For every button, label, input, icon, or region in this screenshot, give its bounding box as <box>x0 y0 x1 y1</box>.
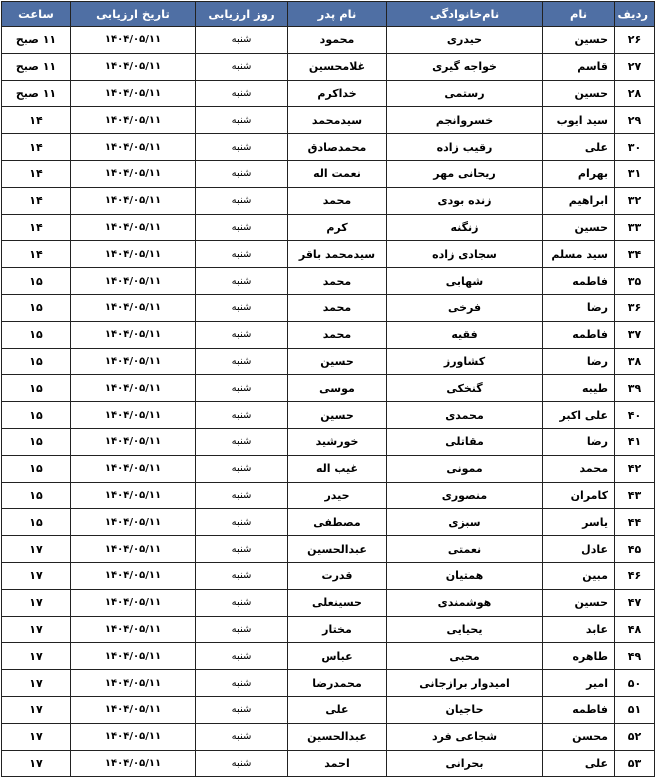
family-name-cell: رستمی <box>387 80 543 107</box>
father-name-cell: محمدصادق <box>288 134 387 161</box>
father-name-cell: سیدمحمد <box>288 107 387 134</box>
evaluation-day-cell: شنبه <box>196 750 288 777</box>
first-name-cell: قاسم <box>543 53 615 80</box>
evaluation-date-cell: ۱۴۰۴/۰۵/۱۱ <box>71 750 196 777</box>
time-cell: ۱۷ <box>2 589 71 616</box>
row-number-cell: ۲۷ <box>615 53 655 80</box>
row-number-cell: ۴۶ <box>615 562 655 589</box>
table-row <box>2 723 655 750</box>
row-number-cell: ۳۲ <box>615 187 655 214</box>
evaluation-date-cell: ۱۴۰۴/۰۵/۱۱ <box>71 348 196 375</box>
evaluation-day-cell: شنبه <box>196 27 288 54</box>
table-row <box>2 348 655 375</box>
evaluation-date-cell: ۱۴۰۴/۰۵/۱۱ <box>71 428 196 455</box>
evaluation-date-cell: ۱۴۰۴/۰۵/۱۱ <box>71 509 196 536</box>
evaluation-date-cell: ۱۴۰۴/۰۵/۱۱ <box>71 321 196 348</box>
row-number-cell: ۳۴ <box>615 241 655 268</box>
evaluation-day-cell: شنبه <box>196 536 288 563</box>
family-name-cell: همتیان <box>387 562 543 589</box>
evaluation-date-cell: ۱۴۰۴/۰۵/۱۱ <box>71 616 196 643</box>
father-name-cell: احمد <box>288 750 387 777</box>
time-cell: ۱۴ <box>2 134 71 161</box>
evaluation-day-cell: شنبه <box>196 80 288 107</box>
family-name-cell: مقاتلی <box>387 428 543 455</box>
time-cell: ۱۷ <box>2 750 71 777</box>
time-cell: ۱۵ <box>2 509 71 536</box>
evaluation-date-cell: ۱۴۰۴/۰۵/۱۱ <box>71 214 196 241</box>
evaluation-schedule-sheet <box>1 1 655 777</box>
father-name-cell: حسین <box>288 348 387 375</box>
evaluation-day-cell: شنبه <box>196 107 288 134</box>
father-name-cell: محمد <box>288 321 387 348</box>
time-cell: ۱۵ <box>2 321 71 348</box>
table-row <box>2 107 655 134</box>
evaluation-day-cell: شنبه <box>196 187 288 214</box>
row-number-cell: ۴۴ <box>615 509 655 536</box>
first-name-cell: حسین <box>543 214 615 241</box>
row-number-cell: ۲۸ <box>615 80 655 107</box>
father-name-cell: حیدر <box>288 482 387 509</box>
family-name-cell: گنخکی <box>387 375 543 402</box>
row-number-cell: ۴۲ <box>615 455 655 482</box>
header-evaluation-date: تاریخ ارزیابی <box>71 2 196 27</box>
time-cell: ۱۴ <box>2 187 71 214</box>
family-name-cell: یحیایی <box>387 616 543 643</box>
first-name-cell: حسین <box>543 80 615 107</box>
father-name-cell: کرم <box>288 214 387 241</box>
header-family-name: نام‌خانوادگی <box>387 2 543 27</box>
table-row <box>2 402 655 429</box>
header-evaluation-day: روز ارزیابی <box>196 2 288 27</box>
time-cell: ۱۵ <box>2 348 71 375</box>
evaluation-day-cell: شنبه <box>196 160 288 187</box>
father-name-cell: خداکرم <box>288 80 387 107</box>
father-name-cell: حسین <box>288 402 387 429</box>
first-name-cell: محسن <box>543 723 615 750</box>
row-number-cell: ۵۰ <box>615 670 655 697</box>
time-cell: ۱۱ صبح <box>2 80 71 107</box>
time-cell: ۱۴ <box>2 107 71 134</box>
time-cell: ۱۱ صبح <box>2 27 71 54</box>
time-cell: ۱۷ <box>2 723 71 750</box>
father-name-cell: محمد <box>288 294 387 321</box>
row-number-cell: ۳۵ <box>615 268 655 295</box>
family-name-cell: حاجیان <box>387 696 543 723</box>
table-row <box>2 241 655 268</box>
evaluation-day-cell: شنبه <box>196 268 288 295</box>
table-row <box>2 670 655 697</box>
row-number-cell: ۳۷ <box>615 321 655 348</box>
evaluation-day-cell: شنبه <box>196 375 288 402</box>
evaluation-day-cell: شنبه <box>196 455 288 482</box>
time-cell: ۱۵ <box>2 402 71 429</box>
evaluation-date-cell: ۱۴۰۴/۰۵/۱۱ <box>71 455 196 482</box>
first-name-cell: حسین <box>543 27 615 54</box>
first-name-cell: محمد <box>543 455 615 482</box>
row-number-cell: ۳۹ <box>615 375 655 402</box>
time-cell: ۱۷ <box>2 562 71 589</box>
table-row <box>2 294 655 321</box>
family-name-cell: محمدی <box>387 402 543 429</box>
time-cell: ۱۷ <box>2 670 71 697</box>
father-name-cell: عباس <box>288 643 387 670</box>
header-father-name: نام پدر <box>288 2 387 27</box>
evaluation-day-cell: شنبه <box>196 589 288 616</box>
time-cell: ۱۷ <box>2 643 71 670</box>
evaluation-date-cell: ۱۴۰۴/۰۵/۱۱ <box>71 53 196 80</box>
table-body <box>2 27 655 777</box>
row-number-cell: ۳۳ <box>615 214 655 241</box>
family-name-cell: کشاورز <box>387 348 543 375</box>
evaluation-day-cell: شنبه <box>196 428 288 455</box>
evaluation-date-cell: ۱۴۰۴/۰۵/۱۱ <box>71 241 196 268</box>
father-name-cell: خورشید <box>288 428 387 455</box>
first-name-cell: سید ایوب <box>543 107 615 134</box>
evaluation-date-cell: ۱۴۰۴/۰۵/۱۱ <box>71 187 196 214</box>
row-number-cell: ۵۳ <box>615 750 655 777</box>
header-row-number: ردیف <box>615 2 655 27</box>
first-name-cell: امیر <box>543 670 615 697</box>
evaluation-date-cell: ۱۴۰۴/۰۵/۱۱ <box>71 80 196 107</box>
evaluation-date-cell: ۱۴۰۴/۰۵/۱۱ <box>71 294 196 321</box>
row-number-cell: ۲۶ <box>615 27 655 54</box>
evaluation-day-cell: شنبه <box>196 562 288 589</box>
evaluation-date-cell: ۱۴۰۴/۰۵/۱۱ <box>71 134 196 161</box>
row-number-cell: ۳۱ <box>615 160 655 187</box>
time-cell: ۱۷ <box>2 616 71 643</box>
father-name-cell: محمد <box>288 187 387 214</box>
time-cell: ۱۴ <box>2 214 71 241</box>
father-name-cell: مختار <box>288 616 387 643</box>
first-name-cell: طاهره <box>543 643 615 670</box>
evaluation-date-cell: ۱۴۰۴/۰۵/۱۱ <box>71 589 196 616</box>
family-name-cell: زنده بودی <box>387 187 543 214</box>
evaluation-day-cell: شنبه <box>196 616 288 643</box>
table-row <box>2 187 655 214</box>
row-number-cell: ۳۸ <box>615 348 655 375</box>
table-row <box>2 428 655 455</box>
evaluation-day-cell: شنبه <box>196 509 288 536</box>
family-name-cell: امیدوار برازجانی <box>387 670 543 697</box>
table-header <box>2 2 655 27</box>
evaluation-date-cell: ۱۴۰۴/۰۵/۱۱ <box>71 536 196 563</box>
evaluation-day-cell: شنبه <box>196 348 288 375</box>
row-number-cell: ۴۱ <box>615 428 655 455</box>
table-row <box>2 750 655 777</box>
table-row <box>2 643 655 670</box>
family-name-cell: خسروانجم <box>387 107 543 134</box>
family-name-cell: سبزی <box>387 509 543 536</box>
first-name-cell: علی اکبر <box>543 402 615 429</box>
row-number-cell: ۴۰ <box>615 402 655 429</box>
first-name-cell: حسین <box>543 589 615 616</box>
table-row <box>2 27 655 54</box>
evaluation-date-cell: ۱۴۰۴/۰۵/۱۱ <box>71 562 196 589</box>
table-row <box>2 509 655 536</box>
evaluation-day-cell: شنبه <box>196 482 288 509</box>
row-number-cell: ۳۰ <box>615 134 655 161</box>
table-row <box>2 160 655 187</box>
father-name-cell: عبدالحسین <box>288 536 387 563</box>
row-number-cell: ۵۱ <box>615 696 655 723</box>
evaluation-date-cell: ۱۴۰۴/۰۵/۱۱ <box>71 402 196 429</box>
family-name-cell: نعمتی <box>387 536 543 563</box>
evaluation-date-cell: ۱۴۰۴/۰۵/۱۱ <box>71 670 196 697</box>
time-cell: ۱۵ <box>2 294 71 321</box>
evaluation-day-cell: شنبه <box>196 241 288 268</box>
father-name-cell: عبدالحسین <box>288 723 387 750</box>
first-name-cell: علی <box>543 134 615 161</box>
father-name-cell: موسی <box>288 375 387 402</box>
evaluation-day-cell: شنبه <box>196 643 288 670</box>
row-number-cell: ۵۲ <box>615 723 655 750</box>
table-row <box>2 562 655 589</box>
table-row <box>2 616 655 643</box>
family-name-cell: شجاعی فرد <box>387 723 543 750</box>
row-number-cell: ۴۸ <box>615 616 655 643</box>
row-number-cell: ۴۳ <box>615 482 655 509</box>
father-name-cell: محمد <box>288 268 387 295</box>
header-time: ساعت <box>2 2 71 27</box>
table-row <box>2 536 655 563</box>
row-number-cell: ۴۷ <box>615 589 655 616</box>
table-row <box>2 80 655 107</box>
first-name-cell: مبین <box>543 562 615 589</box>
table-row <box>2 455 655 482</box>
evaluation-date-cell: ۱۴۰۴/۰۵/۱۱ <box>71 268 196 295</box>
father-name-cell: محمدرضا <box>288 670 387 697</box>
family-name-cell: فقیه <box>387 321 543 348</box>
father-name-cell: حسینعلی <box>288 589 387 616</box>
first-name-cell: رضا <box>543 428 615 455</box>
first-name-cell: سید مسلم <box>543 241 615 268</box>
family-name-cell: سجادی زاده <box>387 241 543 268</box>
evaluation-day-cell: شنبه <box>196 670 288 697</box>
family-name-cell: بحرانی <box>387 750 543 777</box>
evaluation-day-cell: شنبه <box>196 723 288 750</box>
family-name-cell: ریحانی مهر <box>387 160 543 187</box>
first-name-cell: فاطمه <box>543 696 615 723</box>
first-name-cell: رضا <box>543 348 615 375</box>
row-number-cell: ۳۶ <box>615 294 655 321</box>
evaluation-day-cell: شنبه <box>196 321 288 348</box>
family-name-cell: فرخی <box>387 294 543 321</box>
row-number-cell: ۲۹ <box>615 107 655 134</box>
family-name-cell: حیدری <box>387 27 543 54</box>
evaluation-date-cell: ۱۴۰۴/۰۵/۱۱ <box>71 482 196 509</box>
first-name-cell: طیبه <box>543 375 615 402</box>
father-name-cell: علی <box>288 696 387 723</box>
table-row <box>2 375 655 402</box>
family-name-cell: خواجه گیری <box>387 53 543 80</box>
family-name-cell: شهابی <box>387 268 543 295</box>
father-name-cell: غیب اله <box>288 455 387 482</box>
time-cell: ۱۱ صبح <box>2 53 71 80</box>
evaluation-date-cell: ۱۴۰۴/۰۵/۱۱ <box>71 375 196 402</box>
table-row <box>2 589 655 616</box>
evaluation-schedule-table <box>1 1 655 777</box>
evaluation-date-cell: ۱۴۰۴/۰۵/۱۱ <box>71 160 196 187</box>
first-name-cell: یاسر <box>543 509 615 536</box>
table-row <box>2 53 655 80</box>
time-cell: ۱۵ <box>2 375 71 402</box>
evaluation-day-cell: شنبه <box>196 402 288 429</box>
time-cell: ۱۴ <box>2 241 71 268</box>
evaluation-day-cell: شنبه <box>196 214 288 241</box>
first-name-cell: کامران <box>543 482 615 509</box>
family-name-cell: محبی <box>387 643 543 670</box>
table-row <box>2 214 655 241</box>
table-row <box>2 321 655 348</box>
first-name-cell: عابد <box>543 616 615 643</box>
time-cell: ۱۷ <box>2 536 71 563</box>
first-name-cell: فاطمه <box>543 321 615 348</box>
first-name-cell: بهرام <box>543 160 615 187</box>
first-name-cell: ابراهیم <box>543 187 615 214</box>
father-name-cell: نعمت اله <box>288 160 387 187</box>
first-name-cell: فاطمه <box>543 268 615 295</box>
father-name-cell: محمود <box>288 27 387 54</box>
evaluation-date-cell: ۱۴۰۴/۰۵/۱۱ <box>71 107 196 134</box>
first-name-cell: رضا <box>543 294 615 321</box>
evaluation-date-cell: ۱۴۰۴/۰۵/۱۱ <box>71 696 196 723</box>
first-name-cell: علی <box>543 750 615 777</box>
evaluation-day-cell: شنبه <box>196 53 288 80</box>
header-first-name: نام <box>543 2 615 27</box>
time-cell: ۱۵ <box>2 482 71 509</box>
table-row <box>2 696 655 723</box>
first-name-cell: عادل <box>543 536 615 563</box>
evaluation-date-cell: ۱۴۰۴/۰۵/۱۱ <box>71 723 196 750</box>
time-cell: ۱۵ <box>2 428 71 455</box>
time-cell: ۱۵ <box>2 268 71 295</box>
time-cell: ۱۷ <box>2 696 71 723</box>
father-name-cell: غلامحسین <box>288 53 387 80</box>
time-cell: ۱۵ <box>2 455 71 482</box>
row-number-cell: ۴۹ <box>615 643 655 670</box>
evaluation-day-cell: شنبه <box>196 294 288 321</box>
evaluation-date-cell: ۱۴۰۴/۰۵/۱۱ <box>71 27 196 54</box>
table-row <box>2 134 655 161</box>
evaluation-day-cell: شنبه <box>196 134 288 161</box>
evaluation-date-cell: ۱۴۰۴/۰۵/۱۱ <box>71 643 196 670</box>
family-name-cell: هوشمندی <box>387 589 543 616</box>
table-row <box>2 482 655 509</box>
evaluation-day-cell: شنبه <box>196 696 288 723</box>
father-name-cell: سیدمحمد باقر <box>288 241 387 268</box>
header-row <box>2 2 655 27</box>
row-number-cell: ۴۵ <box>615 536 655 563</box>
family-name-cell: رقیب زاده <box>387 134 543 161</box>
father-name-cell: قدرت <box>288 562 387 589</box>
family-name-cell: منصوری <box>387 482 543 509</box>
father-name-cell: مصطفی <box>288 509 387 536</box>
family-name-cell: ممونی <box>387 455 543 482</box>
time-cell: ۱۴ <box>2 160 71 187</box>
family-name-cell: زنگنه <box>387 214 543 241</box>
table-row <box>2 268 655 295</box>
